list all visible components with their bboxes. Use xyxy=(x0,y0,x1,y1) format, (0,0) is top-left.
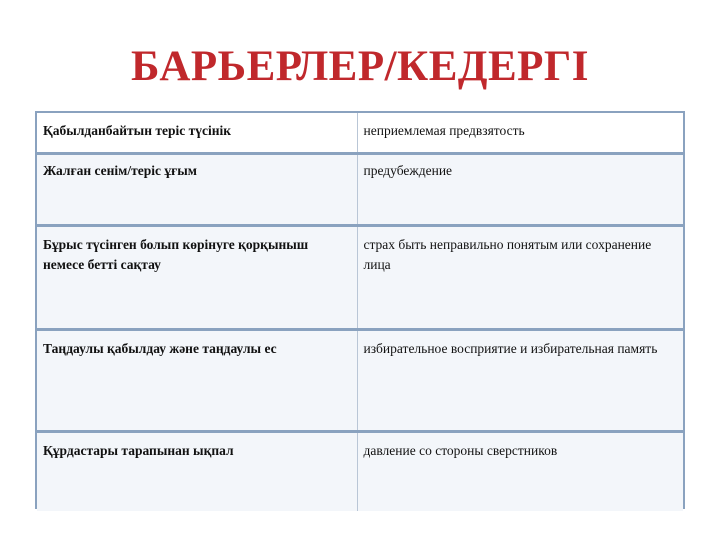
kazakh-term-cell: Жалған сенім/теріс ұғым xyxy=(37,153,357,225)
russian-term-cell: избирательное восприятие и избирательная память xyxy=(357,329,683,431)
kazakh-term-cell: Бұрыс түсінген болып көрінуге қорқыныш немесе бетті сақтау xyxy=(37,225,357,329)
russian-term-cell: давление со стороны сверстников xyxy=(357,431,683,511)
table-row xyxy=(37,153,683,225)
kazakh-term-cell: Таңдаулы қабылдау және таңдаулы ес xyxy=(37,329,357,431)
barriers-table-grid xyxy=(37,113,683,511)
kazakh-term-cell: Қабылданбайтын теріс түсінік xyxy=(37,113,357,153)
table-row xyxy=(37,431,683,511)
slide-title: БАРЬЕРЛЕР/КЕДЕРГІ xyxy=(130,43,590,90)
russian-term-cell: неприемлемая предвзятость xyxy=(357,113,683,153)
table-row xyxy=(37,329,683,431)
russian-term-cell: предубеждение xyxy=(357,153,683,225)
barriers-table xyxy=(35,111,685,509)
russian-term-cell: страх быть неправильно понятым или сохранение лица xyxy=(357,225,683,329)
table-row xyxy=(37,113,683,153)
kazakh-term-cell: Құрдастары тарапынан ықпал xyxy=(37,431,357,511)
table-row xyxy=(37,225,683,329)
